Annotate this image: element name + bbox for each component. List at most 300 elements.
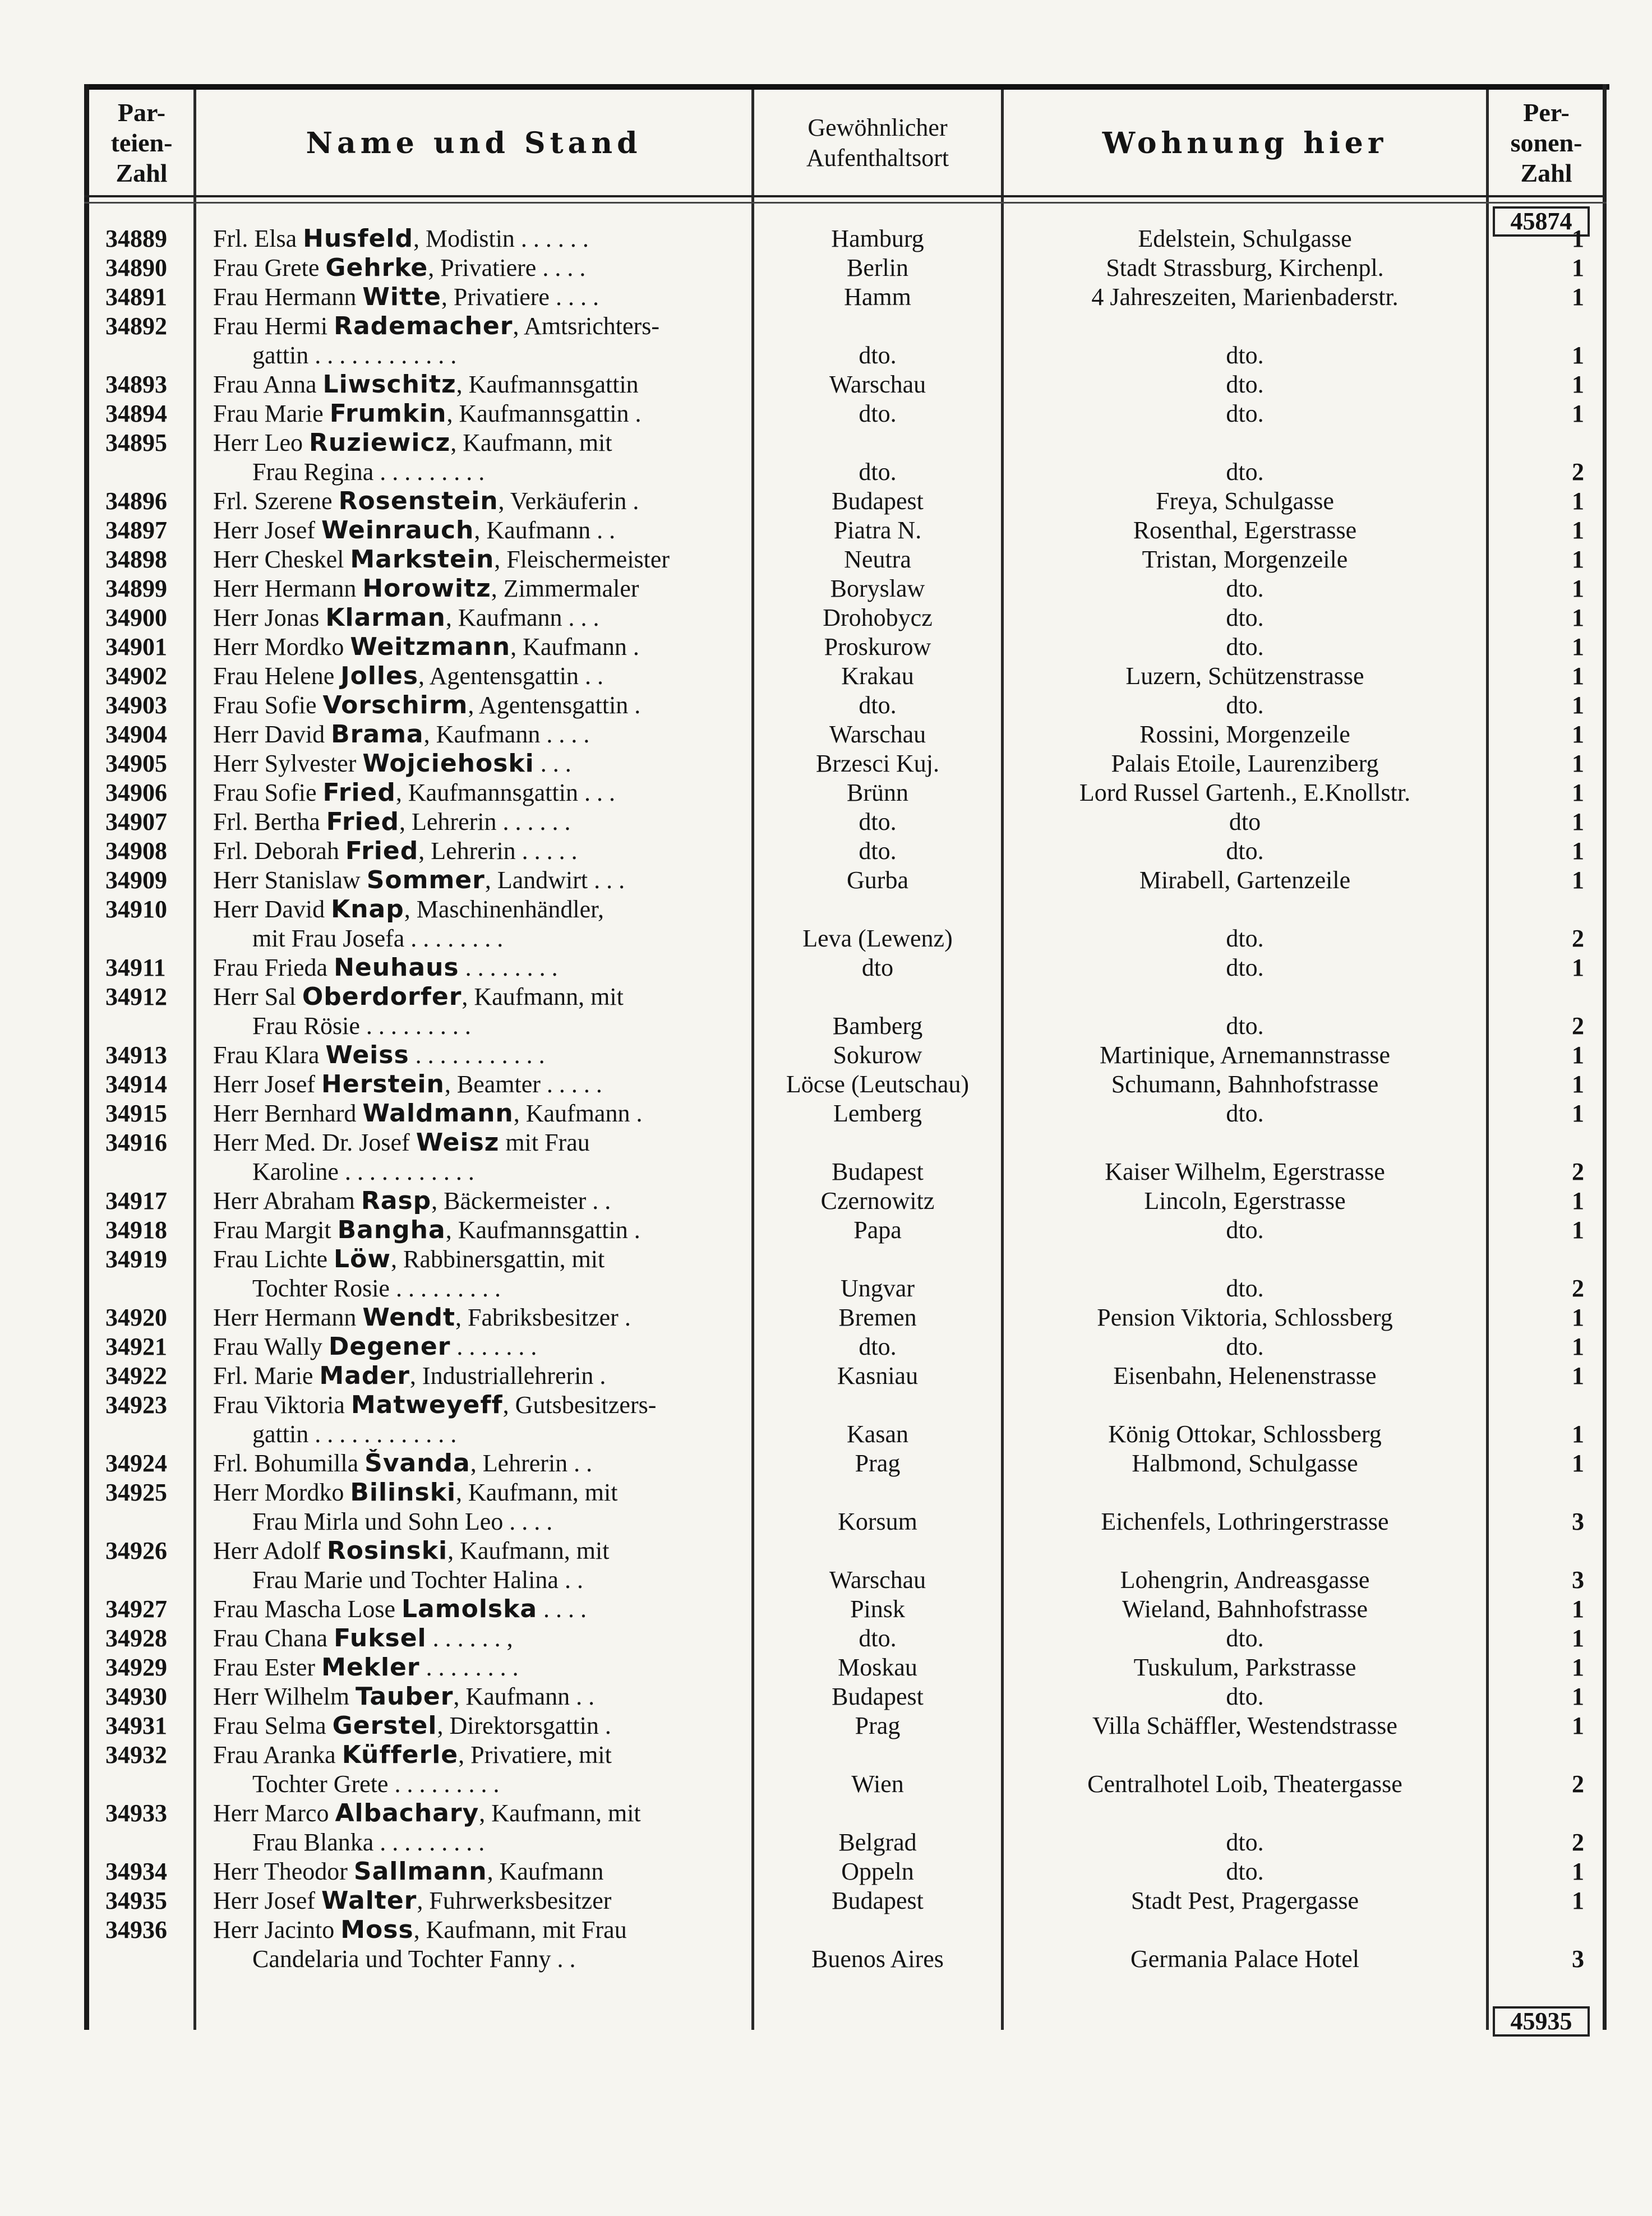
person-title: Herr Abraham (213, 1187, 361, 1215)
name-and-occupation (213, 1711, 749, 1741)
occupation: , Rabbinersgattin, mit (390, 1245, 605, 1273)
person-count: 2 (1572, 1012, 1584, 1040)
usual-residence: Proskurow (824, 633, 931, 661)
person-count: 1 (1572, 1683, 1584, 1710)
table-row (0, 1478, 1652, 1536)
local-lodging: dto. (1226, 633, 1264, 661)
header-rule (84, 195, 1607, 197)
occupation: , Kaufmann, mit (447, 1537, 610, 1564)
table-row (0, 224, 1652, 253)
surname: Horowitz (362, 574, 491, 603)
person-count: 1 (1572, 487, 1584, 515)
table-row (0, 283, 1652, 312)
occupation: , Kaufmannsgattin (456, 371, 639, 398)
person-count: 2 (1572, 1158, 1584, 1185)
person-title: Herr Sylvester (213, 750, 363, 777)
occupation: , Lehrerin . . (470, 1449, 593, 1477)
usual-residence: Papa (853, 1216, 902, 1244)
occupation: . . . (534, 750, 571, 777)
person-count: 1 (1572, 341, 1584, 369)
usual-residence: Moskau (838, 1654, 917, 1681)
occupation: . . . . . . . . (459, 954, 558, 981)
occupation: , Kaufmann, mit (456, 1479, 618, 1506)
occupation: , Kaufmannsgattin . (446, 400, 642, 427)
surname: Liwschitz (322, 370, 456, 399)
person-count: 1 (1572, 575, 1584, 602)
occupation: , Lehrerin . . . . . (418, 837, 578, 865)
occupation: , Agentensgattin . (468, 691, 641, 719)
party-number: 34900 (105, 604, 167, 631)
local-lodging: Rosenthal, Egerstrasse (1133, 516, 1357, 544)
table-row (0, 1245, 1652, 1303)
header-parteien-zahl: Par- teien- Zahl (110, 98, 173, 187)
person-count: 3 (1572, 1508, 1584, 1535)
occupation: , Modistin . . . . . . (413, 225, 589, 252)
usual-residence: Korsum (838, 1508, 917, 1535)
occupation-continued: Karoline . . . . . . . . . . . (252, 1158, 474, 1185)
local-lodging: dto. (1226, 400, 1264, 427)
occupation: , Fleischermeister (494, 546, 670, 573)
table-row (0, 1303, 1652, 1332)
person-count: 1 (1572, 1449, 1584, 1477)
party-number: 34918 (105, 1216, 167, 1244)
carry-over-top: 45874 (1493, 206, 1590, 237)
local-lodging: dto. (1226, 1829, 1264, 1856)
occupation: , Kaufmann, mit (462, 983, 624, 1010)
name-and-occupation (213, 1303, 749, 1332)
surname: Knap (331, 895, 404, 924)
person-title: Herr Wilhelm (213, 1683, 356, 1710)
party-number: 34901 (105, 633, 167, 661)
local-lodging: Halbmond, Schulgasse (1132, 1449, 1358, 1477)
local-lodging: dto. (1226, 1100, 1264, 1127)
surname: Weisz (416, 1128, 500, 1157)
person-count: 1 (1572, 808, 1584, 835)
person-title: Herr Jacinto (213, 1916, 341, 1943)
person-title: Frl. Marie (213, 1362, 320, 1389)
usual-residence: Czernowitz (820, 1187, 935, 1215)
table-row (0, 953, 1652, 982)
usual-residence: dto. (859, 808, 897, 835)
party-number: 34906 (105, 779, 167, 806)
party-number: 34895 (105, 429, 167, 456)
party-number: 34929 (105, 1654, 167, 1681)
table-row (0, 1682, 1652, 1711)
local-lodging: Lohengrin, Andreasgasse (1120, 1566, 1370, 1594)
occupation-continued: Tochter Grete . . . . . . . . . (252, 1770, 500, 1798)
person-title: Frau Chana (213, 1624, 334, 1652)
local-lodging: Rossini, Morgenzeile (1139, 721, 1350, 748)
local-lodging: dto. (1226, 1683, 1264, 1710)
surname: Fried (322, 778, 396, 807)
table-row (0, 1332, 1652, 1361)
surname: Sallmann (353, 1857, 487, 1886)
table-row (0, 1361, 1652, 1391)
party-number: 34910 (105, 895, 167, 923)
usual-residence: Budapest (832, 1683, 924, 1710)
name-and-occupation (213, 1128, 749, 1187)
usual-residence: Budapest (832, 1158, 924, 1185)
person-count: 1 (1572, 371, 1584, 398)
name-and-occupation (213, 720, 749, 749)
occupation: , Privatiere, mit (458, 1741, 612, 1769)
name-and-occupation (213, 545, 749, 574)
name-and-occupation (213, 895, 749, 953)
person-count: 1 (1572, 254, 1584, 281)
party-number: 34911 (105, 954, 166, 981)
party-number: 34922 (105, 1362, 167, 1389)
occupation: , Bäckermeister . . (431, 1187, 611, 1215)
person-count: 1 (1572, 662, 1584, 690)
party-number: 34928 (105, 1624, 167, 1652)
header-wohnung-hier: Wohnung hier (1102, 126, 1388, 160)
party-number: 34913 (105, 1041, 167, 1069)
occupation: , Beamter . . . . . (444, 1070, 602, 1098)
name-and-occupation (213, 1070, 749, 1099)
party-number: 34917 (105, 1187, 167, 1215)
party-number: 34890 (105, 254, 167, 281)
usual-residence: dto. (859, 400, 897, 427)
occupation-continued: Frau Mirla und Sohn Leo . . . . (252, 1508, 553, 1535)
table-row (0, 1595, 1652, 1624)
person-title: Frau Grete (213, 254, 326, 281)
local-lodging: Lincoln, Egerstrasse (1144, 1187, 1346, 1215)
surname: Švanda (364, 1449, 470, 1478)
party-number: 34899 (105, 575, 167, 602)
person-title: Herr Hermann (213, 1304, 363, 1331)
person-count: 1 (1572, 1624, 1584, 1652)
person-count: 1 (1572, 516, 1584, 544)
header-personen-zahl: Per- sonen- Zahl (1510, 98, 1582, 187)
party-number: 34892 (105, 312, 167, 340)
person-title: Frau Aranka (213, 1741, 342, 1769)
surname: Gehrke (325, 253, 428, 282)
occupation: , Landwirt . . . (484, 866, 625, 894)
person-title: Herr David (213, 895, 331, 923)
usual-residence: Prag (855, 1712, 901, 1739)
person-count: 1 (1572, 837, 1584, 865)
table-row (0, 1741, 1652, 1799)
name-and-occupation (213, 1857, 749, 1886)
usual-residence: Gurba (847, 866, 908, 894)
person-title: Herr Theodor (213, 1858, 354, 1885)
table-row (0, 662, 1652, 691)
header-aufenthaltsort: Gewöhnlicher Aufenthaltsort (806, 114, 949, 172)
top-rule (84, 84, 1609, 90)
local-lodging: dto. (1226, 604, 1264, 631)
occupation: , Industriallehrerin . (409, 1362, 606, 1389)
party-number: 34896 (105, 487, 167, 515)
party-number: 34927 (105, 1595, 167, 1623)
usual-residence: Bremen (838, 1304, 917, 1331)
local-lodging: dto (1229, 808, 1261, 835)
usual-residence: Budapest (832, 1887, 924, 1914)
surname: Witte (362, 283, 441, 311)
carry-over-bottom: 45935 (1493, 2006, 1590, 2037)
header-rule-second (84, 202, 1607, 204)
party-number: 34915 (105, 1100, 167, 1127)
person-count: 1 (1572, 225, 1584, 252)
table-row (0, 1128, 1652, 1187)
surname: Wendt (362, 1303, 455, 1332)
person-count: 1 (1572, 604, 1584, 631)
usual-residence: Kasniau (837, 1362, 919, 1389)
person-title: Herr Marco (213, 1799, 335, 1827)
usual-residence: Pinsk (850, 1595, 905, 1623)
party-number: 34908 (105, 837, 167, 865)
table-row (0, 633, 1652, 662)
occupation-continued: Frau Rösie . . . . . . . . . (252, 1012, 471, 1040)
person-count: 1 (1572, 1595, 1584, 1623)
local-lodging: dto. (1226, 1624, 1264, 1652)
usual-residence: Warschau (829, 371, 926, 398)
occupation: , Gutsbesitzers- (502, 1391, 657, 1419)
table-row (0, 312, 1652, 370)
person-count: 1 (1572, 1887, 1584, 1914)
table-row (0, 428, 1652, 487)
local-lodging: dto. (1226, 458, 1264, 486)
person-count: 1 (1572, 633, 1584, 661)
person-title: Frau Marie (213, 400, 330, 427)
usual-residence: Budapest (832, 487, 924, 515)
person-title: Frl. Szerene (213, 487, 339, 515)
usual-residence: dto. (859, 341, 897, 369)
local-lodging: Palais Etoile, Laurenziberg (1111, 750, 1379, 777)
usual-residence: Lemberg (833, 1100, 922, 1127)
name-and-occupation (213, 866, 749, 895)
surname: Weiss (325, 1041, 409, 1069)
person-title: Herr Hermann (213, 575, 363, 602)
person-count: 1 (1572, 400, 1584, 427)
table-row (0, 1624, 1652, 1653)
usual-residence: Ungvar (841, 1275, 915, 1302)
name-and-occupation (213, 1536, 749, 1595)
surname: Tauber (356, 1682, 454, 1711)
header-name-und-stand: Name und Stand (306, 126, 642, 160)
usual-residence: dto. (859, 837, 897, 865)
name-and-occupation (213, 1741, 749, 1799)
usual-residence: dto. (859, 1624, 897, 1652)
table-row (0, 691, 1652, 720)
party-number: 34904 (105, 721, 167, 748)
person-count: 1 (1572, 1070, 1584, 1098)
surname: Rosenstein (338, 487, 499, 515)
party-number: 34912 (105, 983, 167, 1010)
person-count: 3 (1572, 1945, 1584, 1973)
surname: Klarman (325, 603, 446, 632)
person-title: Herr Med. Dr. Josef (213, 1129, 416, 1156)
table-row (0, 749, 1652, 778)
name-and-occupation (213, 1245, 749, 1303)
party-number: 34934 (105, 1858, 167, 1885)
occupation: , Kaufmann . . (453, 1683, 595, 1710)
name-and-occupation (213, 1361, 749, 1391)
usual-residence: Hamm (844, 283, 911, 311)
surname: Waldmann (362, 1099, 514, 1128)
occupation: , Kaufmannsgattin . (445, 1216, 640, 1244)
table-row (0, 399, 1652, 428)
surname: Markstein (350, 545, 495, 574)
surname: Lamolska (402, 1595, 538, 1623)
local-lodging: König Ottokar, Schlossberg (1108, 1420, 1382, 1448)
local-lodging: dto. (1226, 1275, 1264, 1302)
usual-residence: dto. (859, 1333, 897, 1360)
person-count: 1 (1572, 1041, 1584, 1069)
person-title: Frau Wally (213, 1333, 329, 1360)
usual-residence: Oppeln (841, 1858, 914, 1885)
name-and-occupation (213, 749, 749, 778)
surname: Küfferle (342, 1741, 459, 1769)
person-count: 1 (1572, 1654, 1584, 1681)
occupation: mit Frau (499, 1129, 590, 1156)
person-title: Frau Sofie (213, 779, 323, 806)
local-lodging: Lord Russel Gartenh., E.Knollstr. (1079, 779, 1411, 806)
surname: Rasp (361, 1187, 432, 1215)
person-title: Herr Jonas (213, 604, 326, 631)
occupation: , Kaufmann . . (474, 516, 616, 544)
person-title: Frau Sofie (213, 691, 323, 719)
table-row (0, 895, 1652, 953)
surname: Mader (319, 1361, 410, 1390)
party-number: 34891 (105, 283, 167, 311)
person-count: 2 (1572, 925, 1584, 952)
person-count: 1 (1572, 721, 1584, 748)
usual-residence: Wien (851, 1770, 904, 1798)
person-title: Frau Klara (213, 1041, 326, 1069)
occupation: , Privatiere . . . . (428, 254, 586, 281)
surname: Weinrauch (321, 516, 474, 544)
occupation-continued: Frau Blanka . . . . . . . . . (252, 1829, 485, 1856)
table-row (0, 1711, 1652, 1741)
occupation-continued: Frau Regina . . . . . . . . . (252, 458, 485, 486)
table-row (0, 1391, 1652, 1449)
occupation: , Amtsrichters- (513, 312, 659, 340)
surname: Ruziewicz (309, 428, 451, 457)
party-number: 34930 (105, 1683, 167, 1710)
name-and-occupation (213, 283, 749, 312)
person-title: Frl. Bertha (213, 808, 326, 835)
surname: Gerstel (332, 1711, 437, 1740)
person-title: Frau Hermann (213, 283, 363, 311)
surname: Degener (328, 1332, 451, 1361)
person-count: 1 (1572, 1333, 1584, 1360)
table-row (0, 603, 1652, 633)
occupation: . . . . (537, 1595, 587, 1623)
usual-residence: Buenos Aires (811, 1945, 944, 1973)
party-number: 34935 (105, 1887, 167, 1914)
table-row (0, 720, 1652, 749)
party-number: 34914 (105, 1070, 167, 1098)
party-number: 34894 (105, 400, 167, 427)
party-number: 34921 (105, 1333, 167, 1360)
local-lodging: dto. (1226, 1858, 1264, 1885)
occupation: , Kaufmann (487, 1858, 604, 1885)
name-and-occupation (213, 1478, 749, 1536)
party-number: 34924 (105, 1449, 167, 1477)
local-lodging: dto. (1226, 371, 1264, 398)
local-lodging: dto. (1226, 837, 1264, 865)
name-and-occupation (213, 807, 749, 837)
name-and-occupation (213, 574, 749, 603)
party-number: 34933 (105, 1799, 167, 1827)
person-title: Herr Adolf (213, 1537, 327, 1564)
person-title: Herr Mordko (213, 633, 350, 661)
person-count: 1 (1572, 1187, 1584, 1215)
usual-residence: Leva (Lewenz) (802, 925, 953, 952)
party-number: 34903 (105, 691, 167, 719)
name-and-occupation (213, 603, 749, 633)
usual-residence: Belgrad (838, 1829, 917, 1856)
occupation: , Agentensgattin . . (418, 662, 604, 690)
register-rows (0, 224, 1652, 1974)
name-and-occupation (213, 691, 749, 720)
local-lodging: dto. (1226, 341, 1264, 369)
surname: Weitzmann (350, 633, 511, 661)
name-and-occupation (213, 1886, 749, 1915)
local-lodging: Pension Viktoria, Schlossberg (1097, 1304, 1393, 1331)
person-title: Herr Bernhard (213, 1100, 363, 1127)
local-lodging: dto. (1226, 1333, 1264, 1360)
usual-residence: Boryslaw (830, 575, 925, 602)
person-title: Herr Leo (213, 429, 310, 456)
local-lodging: 4 Jahreszeiten, Marienbaderstr. (1091, 283, 1399, 311)
person-title: Herr Cheskel (213, 546, 350, 573)
person-title: Frau Hermi (213, 312, 334, 340)
table-row (0, 1799, 1652, 1857)
table-row (0, 487, 1652, 516)
local-lodging: Centralhotel Loib, Theatergasse (1087, 1770, 1402, 1798)
surname: Fried (326, 807, 400, 836)
surname: Wojciehoski (362, 749, 534, 778)
usual-residence: Warschau (829, 1566, 926, 1594)
person-title: Herr Josef (213, 516, 322, 544)
person-count: 1 (1572, 283, 1584, 311)
person-count: 1 (1572, 691, 1584, 719)
table-row (0, 1216, 1652, 1245)
usual-residence: Berlin (847, 254, 908, 281)
local-lodging: dto. (1226, 925, 1264, 952)
name-and-occupation (213, 1099, 749, 1128)
local-lodging: Freya, Schulgasse (1156, 487, 1334, 515)
surname: Matweyeff (350, 1391, 503, 1419)
party-number: 34923 (105, 1391, 167, 1419)
name-and-occupation (213, 1216, 749, 1245)
usual-residence: dto. (859, 691, 897, 719)
surname: Jolles (340, 662, 419, 690)
table-row (0, 1187, 1652, 1216)
occupation-continued: Candelaria und Tochter Fanny . . (252, 1945, 576, 1973)
person-title: Frau Ester (213, 1654, 322, 1681)
person-count: 2 (1572, 1829, 1584, 1856)
usual-residence: dto. (859, 458, 897, 486)
party-number: 34916 (105, 1129, 167, 1156)
name-and-occupation (213, 428, 749, 487)
name-and-occupation (213, 1915, 749, 1974)
occupation: , Maschinenhändler, (404, 895, 604, 923)
table-row (0, 1886, 1652, 1915)
usual-residence: dto (861, 954, 894, 981)
person-count: 2 (1572, 1275, 1584, 1302)
occupation-continued: Frau Marie und Tochter Halina . . (252, 1566, 583, 1594)
person-count: 1 (1572, 546, 1584, 573)
person-count: 1 (1572, 1362, 1584, 1389)
person-count: 1 (1572, 750, 1584, 777)
party-number: 34920 (105, 1304, 167, 1331)
person-title: Herr Stanislaw (213, 866, 367, 894)
local-lodging: dto. (1226, 691, 1264, 719)
occupation: , Lehrerin . . . . . . (399, 808, 571, 835)
person-title: Herr Sal (213, 983, 302, 1010)
